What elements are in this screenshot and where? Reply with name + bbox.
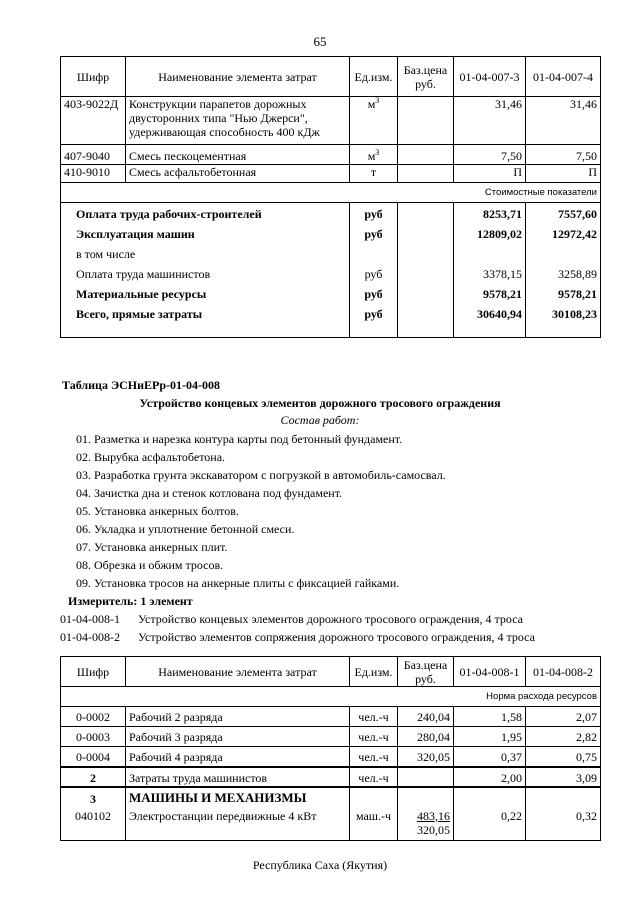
cost-name: Эксплуатация машин [61,224,350,244]
row-price: 320,05 [398,747,454,767]
meter-label: Измеритель: 1 элемент [68,594,193,608]
row-price [398,97,454,145]
row-value-2: 0,75 [526,747,601,767]
cost-unit: руб [350,203,398,224]
price-top: 483,16 [417,808,450,823]
row-price [398,165,454,183]
table-row [61,145,601,165]
cost-row [61,203,601,224]
row-value-1: 0,22 [454,807,526,841]
work-step: 02. Вырубка асфальтобетона. [76,450,226,464]
row-price: 280,04 [398,727,454,747]
cost-name: Всего, прямые затраты [61,304,350,338]
row-code: 403-9022Д [61,97,126,145]
table-row [61,747,601,767]
cost-name: Оплата труда машинистов [61,264,350,284]
work-step: 03. Разработка грунта экскаватором с погрузкой в автомобиль-самосвал. [76,468,446,482]
cost-row [61,264,601,284]
row-name: Рабочий 4 разряда [126,747,350,767]
row-value-2: 31,46 [526,97,601,145]
cost-unit: руб [350,284,398,304]
row-code: 407-9040 [61,145,126,165]
row-price [398,767,454,787]
cost-unit [350,244,398,264]
cost-value-2: 9578,21 [526,284,601,304]
definition-text: Устройство концевых элементов дорожного тросового ограждения, 4 троса [138,612,523,626]
definition-code: 01-04-008-2 [60,630,120,644]
table-caption: Таблица ЭСНиЕРр-01-04-008 [62,378,221,392]
row-code: 3 [61,787,126,807]
row-name: Рабочий 2 разряда [126,707,350,727]
cost-name: в том числе [61,244,350,264]
cost-value-2 [526,244,601,264]
row-value-1: 1,58 [454,707,526,727]
row-unit: чел.-ч [350,767,398,787]
row-value-1: 31,46 [454,97,526,145]
header-col-1: 01-04-007-3 [454,57,526,97]
cost-row [61,304,601,338]
row-code: 0-0002 [61,707,126,727]
row-value-2: 0,32 [526,807,601,841]
row-code: 040102 [61,807,126,841]
row-value-2: 3,09 [526,767,601,787]
cost-value-2: 30108,23 [526,304,601,338]
header-name: Наименование элемента затрат [126,657,350,687]
work-step: 01. Разметка и нарезка контура карты под бетонный фундамент. [76,432,403,446]
row-code: 410-9010 [61,165,126,183]
row-unit: чел.-ч [350,727,398,747]
cost-value-1 [454,244,526,264]
row-unit: т [350,165,398,183]
cost-row [61,244,601,264]
header-unit: Ед.изм. [350,657,398,687]
row-unit: $м^3$ [350,145,398,165]
table-row [61,165,601,183]
cost-name: Материальные ресурсы [61,284,350,304]
row-unit: $м^3$ [350,97,398,145]
cost-value-2: 12972,42 [526,224,601,244]
cost-table-007 [60,56,601,338]
row-unit: чел.-ч [350,747,398,767]
row-price: 240,04 [398,707,454,727]
row-value-2: 2,07 [526,707,601,727]
row-name: Затраты труда машинистов [126,767,350,787]
row-value-1: 1,95 [454,727,526,747]
price-bottom: 320,05 [417,822,450,837]
cost-unit: руб [350,264,398,284]
table-title: Устройство концевых элементов дорожного тросового ограждения [139,396,501,410]
cost-value-2: 3258,89 [526,264,601,284]
row-name: Электростанции передвижные 4 кВт [126,807,350,841]
header-col-2: 01-04-008-2 [526,657,601,687]
cost-unit: руб [350,304,398,338]
work-step: 04. Зачистка дна и стенок котлована под фундамент. [76,486,343,500]
cost-value-1: 3378,15 [454,264,526,284]
table-row [61,727,601,747]
page-number: 65 [313,34,327,49]
header-code: Шифр [61,57,126,97]
table-row [61,97,601,145]
definition-code: 01-04-008-1 [60,612,120,626]
cost-value-1: 9578,21 [454,284,526,304]
section-label: Стоимостные показатели [61,183,601,203]
row-unit: маш.-ч [350,807,398,841]
cost-value-1: 12809,02 [454,224,526,244]
row-value-1: 0,37 [454,747,526,767]
row-code: 0-0004 [61,747,126,767]
row-value-2: 2,82 [526,727,601,747]
cost-unit: руб [350,224,398,244]
row-name: МАШИНЫ И МЕХАНИЗМЫ [126,787,350,807]
header-col-1: 01-04-008-1 [454,657,526,687]
row-unit: чел.-ч [350,707,398,727]
cost-name: Оплата труда рабочих-строителей [61,203,350,224]
cost-value-1: 30640,94 [454,304,526,338]
row-price [398,145,454,165]
work-step: 06. Укладка и уплотнение бетонной смеси. [76,522,295,536]
header-code: Шифр [61,657,126,687]
work-step: 08. Обрезка и обжим тросов. [76,558,224,572]
row-value-1: П [454,165,526,183]
composition-label: Состав работ: [280,413,360,427]
resource-table-008 [60,656,601,841]
work-step: 05. Установка анкерных болтов. [76,504,239,518]
definition-text: Устройство элементов сопряжения дорожного тросового ограждения, 4 троса [138,630,535,644]
row-value-2: 7,50 [526,145,601,165]
cost-row [61,224,601,244]
table-row [61,767,601,787]
header-price: Баз.цена руб. [398,57,454,97]
work-step: 07. Установка анкерных плит. [76,540,228,554]
work-step: 09. Установка тросов на анкерные плиты с фиксацией гайками. [76,576,400,590]
row-code: 0-0003 [61,727,126,747]
row-value-1: 7,50 [454,145,526,165]
row-name: Рабочий 3 разряда [126,727,350,747]
row-code: 2 [61,767,126,787]
table-row [61,807,601,841]
header-col-2: 01-04-007-4 [526,57,601,97]
section-label: Норма расхода ресурсов [61,687,601,707]
cost-row [61,284,601,304]
row-price [398,807,454,841]
row-name: Смесь асфальтобетонная [126,165,350,183]
row-value-2: П [526,165,601,183]
row-name: Смесь пескоцементная [126,145,350,165]
section-row [61,787,601,807]
row-value-1: 2,00 [454,767,526,787]
cost-value-2: 7557,60 [526,203,601,224]
row-name: Конструкции парапетов дорожных двусторонних типа "Нью Джерси", удерживающая способность 400 кДж [126,97,350,145]
table-row [61,707,601,727]
header-name: Наименование элемента затрат [126,57,350,97]
footer-region: Республика Саха (Якутия) [252,858,388,872]
header-unit: Ед.изм. [350,57,398,97]
header-price: Баз.цена руб. [398,657,454,687]
cost-value-1: 8253,71 [454,203,526,224]
